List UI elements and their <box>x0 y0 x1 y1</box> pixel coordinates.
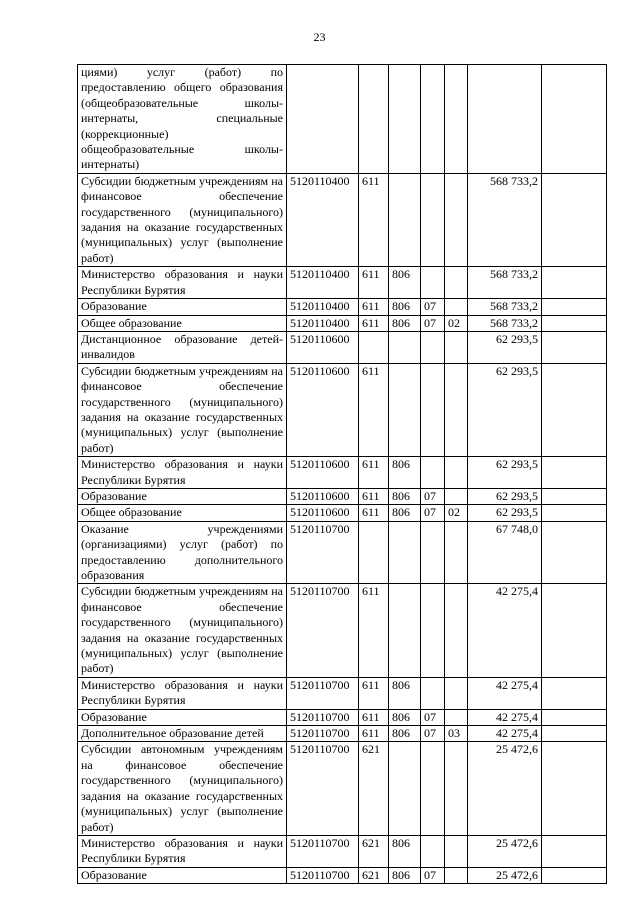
row-expense-type-cell <box>359 521 389 584</box>
row-section-cell: 07 <box>421 488 445 504</box>
row-ministry-cell: 806 <box>389 505 421 521</box>
row-extra-cell <box>542 267 607 299</box>
row-expense-type-cell: 611 <box>359 363 389 456</box>
row-expense-type-cell: 611 <box>359 457 389 489</box>
row-subsection-cell <box>445 677 468 709</box>
row-amount-cell: 62 293,5 <box>468 331 542 363</box>
row-amount-cell: 25 472,6 <box>468 835 542 867</box>
row-amount-cell: 25 472,6 <box>468 867 542 883</box>
row-code-cell: 5120110400 <box>287 267 359 299</box>
row-name-cell: Министерство образования и науки Республики Бурятия <box>78 457 287 489</box>
row-amount-cell: 62 293,5 <box>468 457 542 489</box>
row-section-cell <box>421 742 445 835</box>
row-code-cell: 5120110700 <box>287 709 359 725</box>
row-amount-cell: 62 293,5 <box>468 363 542 456</box>
row-name-cell: циями) услуг (работ) по предоставлению общего образования (общеобразовательные школы-интернаты, специальные (коррекционные) общеобразовательные школы-интернаты) <box>78 65 287 174</box>
row-ministry-cell <box>389 742 421 835</box>
row-amount-cell: 42 275,4 <box>468 677 542 709</box>
row-extra-cell <box>542 315 607 331</box>
row-subsection-cell <box>445 299 468 315</box>
row-name-cell: Образование <box>78 709 287 725</box>
budget-table <box>77 64 607 884</box>
row-ministry-cell: 806 <box>389 267 421 299</box>
table-row <box>78 709 607 725</box>
row-amount-cell: 568 733,2 <box>468 315 542 331</box>
row-section-cell <box>421 521 445 584</box>
row-expense-type-cell: 621 <box>359 835 389 867</box>
row-extra-cell <box>542 521 607 584</box>
row-name-cell: Субсидии бюджетным учреждениям на финансовое обеспечение государственного (муниципального) задания на оказание государственных (муниципальных) услуг (выполнение работ) <box>78 363 287 456</box>
row-code-cell: 5120110700 <box>287 584 359 677</box>
row-extra-cell <box>542 173 607 266</box>
row-expense-type-cell <box>359 331 389 363</box>
row-amount-cell: 25 472,6 <box>468 742 542 835</box>
row-name-cell: Министерство образования и науки Республики Бурятия <box>78 835 287 867</box>
table-row <box>78 331 607 363</box>
row-code-cell: 5120110700 <box>287 677 359 709</box>
row-extra-cell <box>542 709 607 725</box>
row-extra-cell <box>542 65 607 174</box>
row-expense-type-cell: 611 <box>359 267 389 299</box>
table-row <box>78 173 607 266</box>
row-section-cell <box>421 677 445 709</box>
row-subsection-cell <box>445 173 468 266</box>
row-ministry-cell: 806 <box>389 726 421 742</box>
table-body <box>78 65 607 884</box>
table-row <box>78 457 607 489</box>
row-ministry-cell: 806 <box>389 299 421 315</box>
row-amount-cell: 62 293,5 <box>468 505 542 521</box>
row-subsection-cell: 02 <box>445 505 468 521</box>
row-subsection-cell <box>445 867 468 883</box>
row-amount-cell: 42 275,4 <box>468 709 542 725</box>
table-row <box>78 315 607 331</box>
row-amount-cell: 67 748,0 <box>468 521 542 584</box>
row-amount-cell: 62 293,5 <box>468 488 542 504</box>
row-subsection-cell <box>445 835 468 867</box>
row-expense-type-cell: 611 <box>359 677 389 709</box>
row-section-cell: 07 <box>421 299 445 315</box>
row-code-cell: 5120110600 <box>287 363 359 456</box>
row-extra-cell <box>542 677 607 709</box>
row-extra-cell <box>542 505 607 521</box>
row-ministry-cell: 806 <box>389 488 421 504</box>
row-ministry-cell <box>389 363 421 456</box>
page-number: 23 <box>313 30 326 44</box>
row-section-cell: 07 <box>421 867 445 883</box>
row-name-cell: Образование <box>78 488 287 504</box>
row-subsection-cell <box>445 457 468 489</box>
row-name-cell: Оказание учреждениями (организациями) услуг (работ) по предоставлению дополнительного образования <box>78 521 287 584</box>
row-extra-cell <box>542 726 607 742</box>
row-code-cell: 5120110700 <box>287 835 359 867</box>
row-subsection-cell <box>445 267 468 299</box>
row-subsection-cell: 03 <box>445 726 468 742</box>
row-section-cell <box>421 331 445 363</box>
row-section-cell <box>421 363 445 456</box>
table-row <box>78 267 607 299</box>
row-ministry-cell: 806 <box>389 457 421 489</box>
row-code-cell: 5120110700 <box>287 742 359 835</box>
table-row <box>78 505 607 521</box>
row-section-cell <box>421 835 445 867</box>
row-amount-cell: 568 733,2 <box>468 299 542 315</box>
row-name-cell: Субсидии бюджетным учреждениям на финансовое обеспечение государственного (муниципального) задания на оказание государственных (муниципальных) услуг (выполнение работ) <box>78 584 287 677</box>
table-row <box>78 726 607 742</box>
row-extra-cell <box>542 363 607 456</box>
row-name-cell: Субсидии автономным учреждениям на финансовое обеспечение государственного (муниципального) задания на оказание государственных (муниципальных) услуг (выполнение работ) <box>78 742 287 835</box>
row-section-cell <box>421 584 445 677</box>
row-expense-type-cell: 611 <box>359 505 389 521</box>
row-section-cell: 07 <box>421 726 445 742</box>
row-extra-cell <box>542 835 607 867</box>
row-expense-type-cell: 611 <box>359 584 389 677</box>
row-extra-cell <box>542 331 607 363</box>
row-code-cell: 5120110400 <box>287 173 359 266</box>
row-name-cell: Образование <box>78 867 287 883</box>
row-extra-cell <box>542 584 607 677</box>
table-row <box>78 521 607 584</box>
row-name-cell: Дополнительное образование детей <box>78 726 287 742</box>
row-section-cell <box>421 65 445 174</box>
row-expense-type-cell: 621 <box>359 742 389 835</box>
row-amount-cell: 568 733,2 <box>468 173 542 266</box>
row-ministry-cell <box>389 173 421 266</box>
row-expense-type-cell: 611 <box>359 173 389 266</box>
row-subsection-cell <box>445 709 468 725</box>
row-code-cell: 5120110600 <box>287 505 359 521</box>
row-extra-cell <box>542 488 607 504</box>
row-ministry-cell: 806 <box>389 867 421 883</box>
table-row <box>78 867 607 883</box>
row-section-cell <box>421 457 445 489</box>
row-section-cell <box>421 267 445 299</box>
row-subsection-cell: 02 <box>445 315 468 331</box>
row-section-cell: 07 <box>421 505 445 521</box>
row-extra-cell <box>542 299 607 315</box>
row-ministry-cell <box>389 584 421 677</box>
row-expense-type-cell: 611 <box>359 726 389 742</box>
row-expense-type-cell <box>359 65 389 174</box>
row-subsection-cell <box>445 521 468 584</box>
row-expense-type-cell: 621 <box>359 867 389 883</box>
row-code-cell: 5120110700 <box>287 726 359 742</box>
row-code-cell <box>287 65 359 174</box>
row-subsection-cell <box>445 363 468 456</box>
row-ministry-cell: 806 <box>389 835 421 867</box>
row-expense-type-cell: 611 <box>359 315 389 331</box>
row-ministry-cell: 806 <box>389 677 421 709</box>
row-section-cell: 07 <box>421 315 445 331</box>
row-amount-cell: 42 275,4 <box>468 726 542 742</box>
table-row <box>78 65 607 174</box>
row-name-cell: Образование <box>78 299 287 315</box>
row-extra-cell <box>542 742 607 835</box>
row-name-cell: Дистанционное образование детей-инвалидов <box>78 331 287 363</box>
table-row <box>78 835 607 867</box>
row-subsection-cell <box>445 742 468 835</box>
table-row <box>78 488 607 504</box>
table-row <box>78 584 607 677</box>
row-expense-type-cell: 611 <box>359 488 389 504</box>
table-row <box>78 742 607 835</box>
row-ministry-cell: 806 <box>389 315 421 331</box>
row-ministry-cell <box>389 65 421 174</box>
row-ministry-cell <box>389 521 421 584</box>
row-code-cell: 5120110400 <box>287 299 359 315</box>
row-subsection-cell <box>445 584 468 677</box>
row-expense-type-cell: 611 <box>359 299 389 315</box>
row-subsection-cell <box>445 65 468 174</box>
row-name-cell: Министерство образования и науки Республики Бурятия <box>78 267 287 299</box>
table-row <box>78 299 607 315</box>
row-code-cell: 5120110600 <box>287 457 359 489</box>
row-section-cell: 07 <box>421 709 445 725</box>
row-amount-cell: 42 275,4 <box>468 584 542 677</box>
row-amount-cell: 568 733,2 <box>468 267 542 299</box>
row-code-cell: 5120110600 <box>287 488 359 504</box>
row-expense-type-cell: 611 <box>359 709 389 725</box>
row-name-cell: Общее образование <box>78 315 287 331</box>
row-subsection-cell <box>445 331 468 363</box>
row-code-cell: 5120110700 <box>287 521 359 584</box>
table-row <box>78 677 607 709</box>
row-code-cell: 5120110700 <box>287 867 359 883</box>
row-section-cell <box>421 173 445 266</box>
table-row <box>78 363 607 456</box>
row-amount-cell <box>468 65 542 174</box>
row-name-cell: Министерство образования и науки Республики Бурятия <box>78 677 287 709</box>
row-subsection-cell <box>445 488 468 504</box>
row-ministry-cell: 806 <box>389 709 421 725</box>
row-name-cell: Общее образование <box>78 505 287 521</box>
row-code-cell: 5120110600 <box>287 331 359 363</box>
row-ministry-cell <box>389 331 421 363</box>
row-extra-cell <box>542 867 607 883</box>
row-extra-cell <box>542 457 607 489</box>
row-name-cell: Субсидии бюджетным учреждениям на финансовое обеспечение государственного (муниципального) задания на оказание государственных (муниципальных) услуг (выполнение работ) <box>78 173 287 266</box>
row-code-cell: 5120110400 <box>287 315 359 331</box>
